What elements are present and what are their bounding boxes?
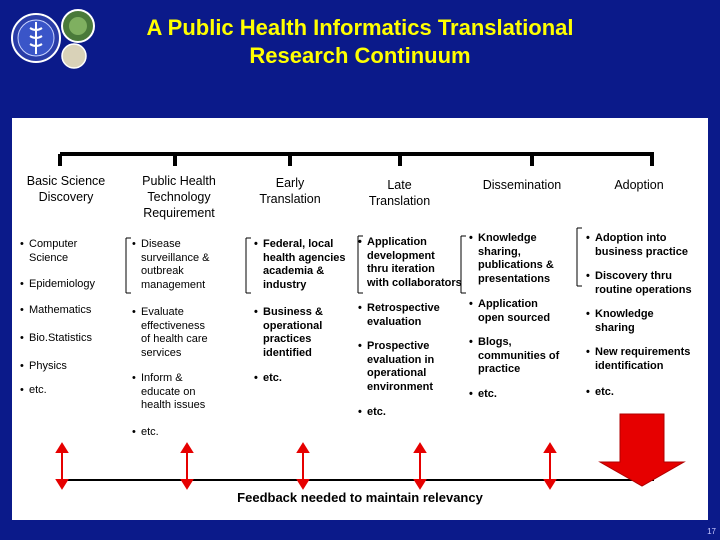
list-item: • Inform & educate on health issues (132, 372, 206, 411)
title-line-1: A Public Health Informatics Translational (146, 15, 574, 40)
feedback-arrow (545, 444, 555, 488)
stage-header-late-translation: Late Translation (368, 178, 431, 208)
stage-header-technology-requirement: Public Health Technology Requirement (142, 174, 216, 220)
feedback-arrow (415, 444, 425, 488)
list-item: • Application development thru iteration with collaborators (358, 236, 462, 289)
list-item: • etc. (132, 426, 159, 438)
list-item: • Physics (20, 360, 67, 372)
separator-bracket (577, 228, 582, 286)
list-item: • Epidemiology (20, 278, 96, 290)
separator-bracket (246, 238, 251, 293)
list-item: • Federal, local health agencies academia & industry (254, 238, 346, 291)
list-item: • Business & operational practices identified (254, 306, 323, 359)
separator-bracket (126, 238, 131, 293)
list-item: • etc. (586, 386, 614, 398)
list-item: • etc. (254, 372, 282, 384)
stage-header-dissemination: Dissemination (482, 178, 562, 192)
list-item: • Bio.Statistics (20, 332, 92, 344)
stage-header-adoption: Adoption (614, 178, 664, 192)
continuum-panel (12, 118, 708, 520)
feedback-caption: Feedback needed to maintain relevancy (237, 490, 483, 505)
list-item: • etc. (20, 384, 47, 396)
list-item: • Retrospective evaluation (358, 302, 440, 328)
slide-title (100, 14, 620, 70)
list-item: • Computer Science (20, 238, 78, 264)
list-item: • Adoption into business practice (586, 232, 688, 258)
list-item: • Knowledge sharing, publications & presentations (469, 232, 554, 285)
list-item: • Knowledge sharing (586, 308, 654, 334)
list-item: • Evaluate effectiveness of health care services (132, 306, 208, 359)
list-item: • Blogs, communities of practice (469, 336, 560, 375)
list-item: • Prospective evaluation in operational environment (358, 340, 435, 393)
feedback-arrow (57, 444, 67, 488)
feedback-arrow (182, 444, 192, 488)
list-item: • New requirements identification (586, 346, 691, 372)
list-item: • etc. (469, 388, 497, 400)
list-item: • Application open sourced (469, 298, 551, 324)
list-item: • Mathematics (20, 304, 92, 316)
stage-header-basic-science: Basic Science Discovery (26, 174, 106, 204)
list-item: • Disease surveillance & outbreak management (132, 238, 210, 291)
seal-logo (6, 4, 98, 72)
big-red-arrow (600, 414, 684, 486)
stage-header-early-translation: Early Translation (259, 176, 321, 206)
list-item: • Discovery thru routine operations (586, 270, 692, 296)
list-item: • etc. (358, 406, 386, 418)
title-line-2: Research Continuum (249, 43, 471, 68)
feedback-arrow (298, 444, 308, 488)
page-number: 17 (707, 527, 716, 536)
